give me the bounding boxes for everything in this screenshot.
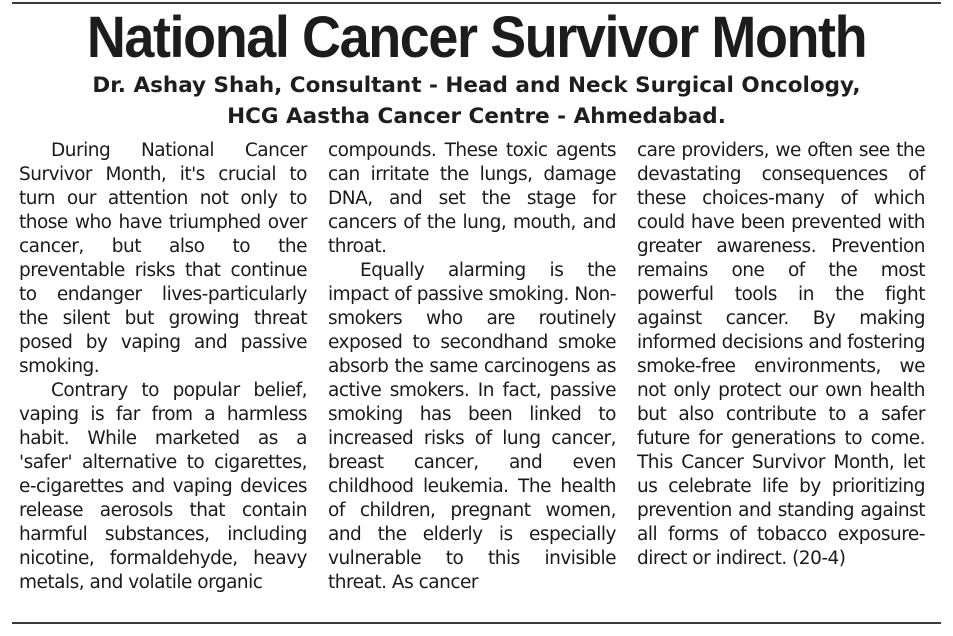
paragraph: care providers, we often see the devastating consequences of these choices-many of which could have been prevented with greater awareness. Prevention remains one of the most powerful tools in the fight against cancer. By making informed decisions and fostering smoke-free environments, we not only protect our own health but also contribute to a safer future for generations to come. This Cancer Survivor Month, let us celebrate life by prioritizing prevention and standing against all forms of tobacco exposure-direct or indirect. (20-4)	[637, 140, 925, 569]
column-1	[19, 139, 307, 595]
byline	[0, 70, 953, 132]
paragraph: compounds. These toxic agents can irritate the lungs, damage DNA, and set the stage for cancers of the lung, mouth, and throat.	[328, 140, 616, 257]
byline-institution: HCG Aastha Cancer Centre - Ahmedabad.	[227, 104, 726, 129]
paragraph: Contrary to popular belief, vaping is far from a harmless habit. While marketed as a 'safer' alternative to cigarettes, e-cigarettes and vaping devices release aerosols that contain harmful substances, including nicotine, formaldehyde, heavy metals, and volatile organic	[19, 380, 307, 593]
column-3	[637, 139, 925, 595]
headline: National Cancer Survivor Month	[86, 5, 867, 70]
paragraph: Equally alarming is the impact of passive smoking. Non-smokers who are routinely exposed to secondhand smoke absorb the same carcinogens as active smokers. In fact, passive smoking has been linked to increased risks of lung cancer, breast cancer, and even childhood leukemia. The health of children, pregnant women, and the elderly is especially vulnerable to this invisible threat. As cancer	[328, 260, 616, 593]
column-2	[328, 139, 616, 595]
article-body	[19, 139, 925, 595]
paragraph: During National Cancer Survivor Month, it's crucial to turn our attention not only to those who have triumphed over cancer, but also to the preventable risks that continue to endanger lives-particularly the silent but growing threat posed by vaping and passive smoking.	[19, 140, 307, 377]
top-rule	[12, 2, 941, 4]
byline-author: Dr. Ashay Shah, Consultant - Head and Neck Surgical Oncology,	[92, 73, 861, 98]
bottom-rule	[12, 622, 941, 624]
